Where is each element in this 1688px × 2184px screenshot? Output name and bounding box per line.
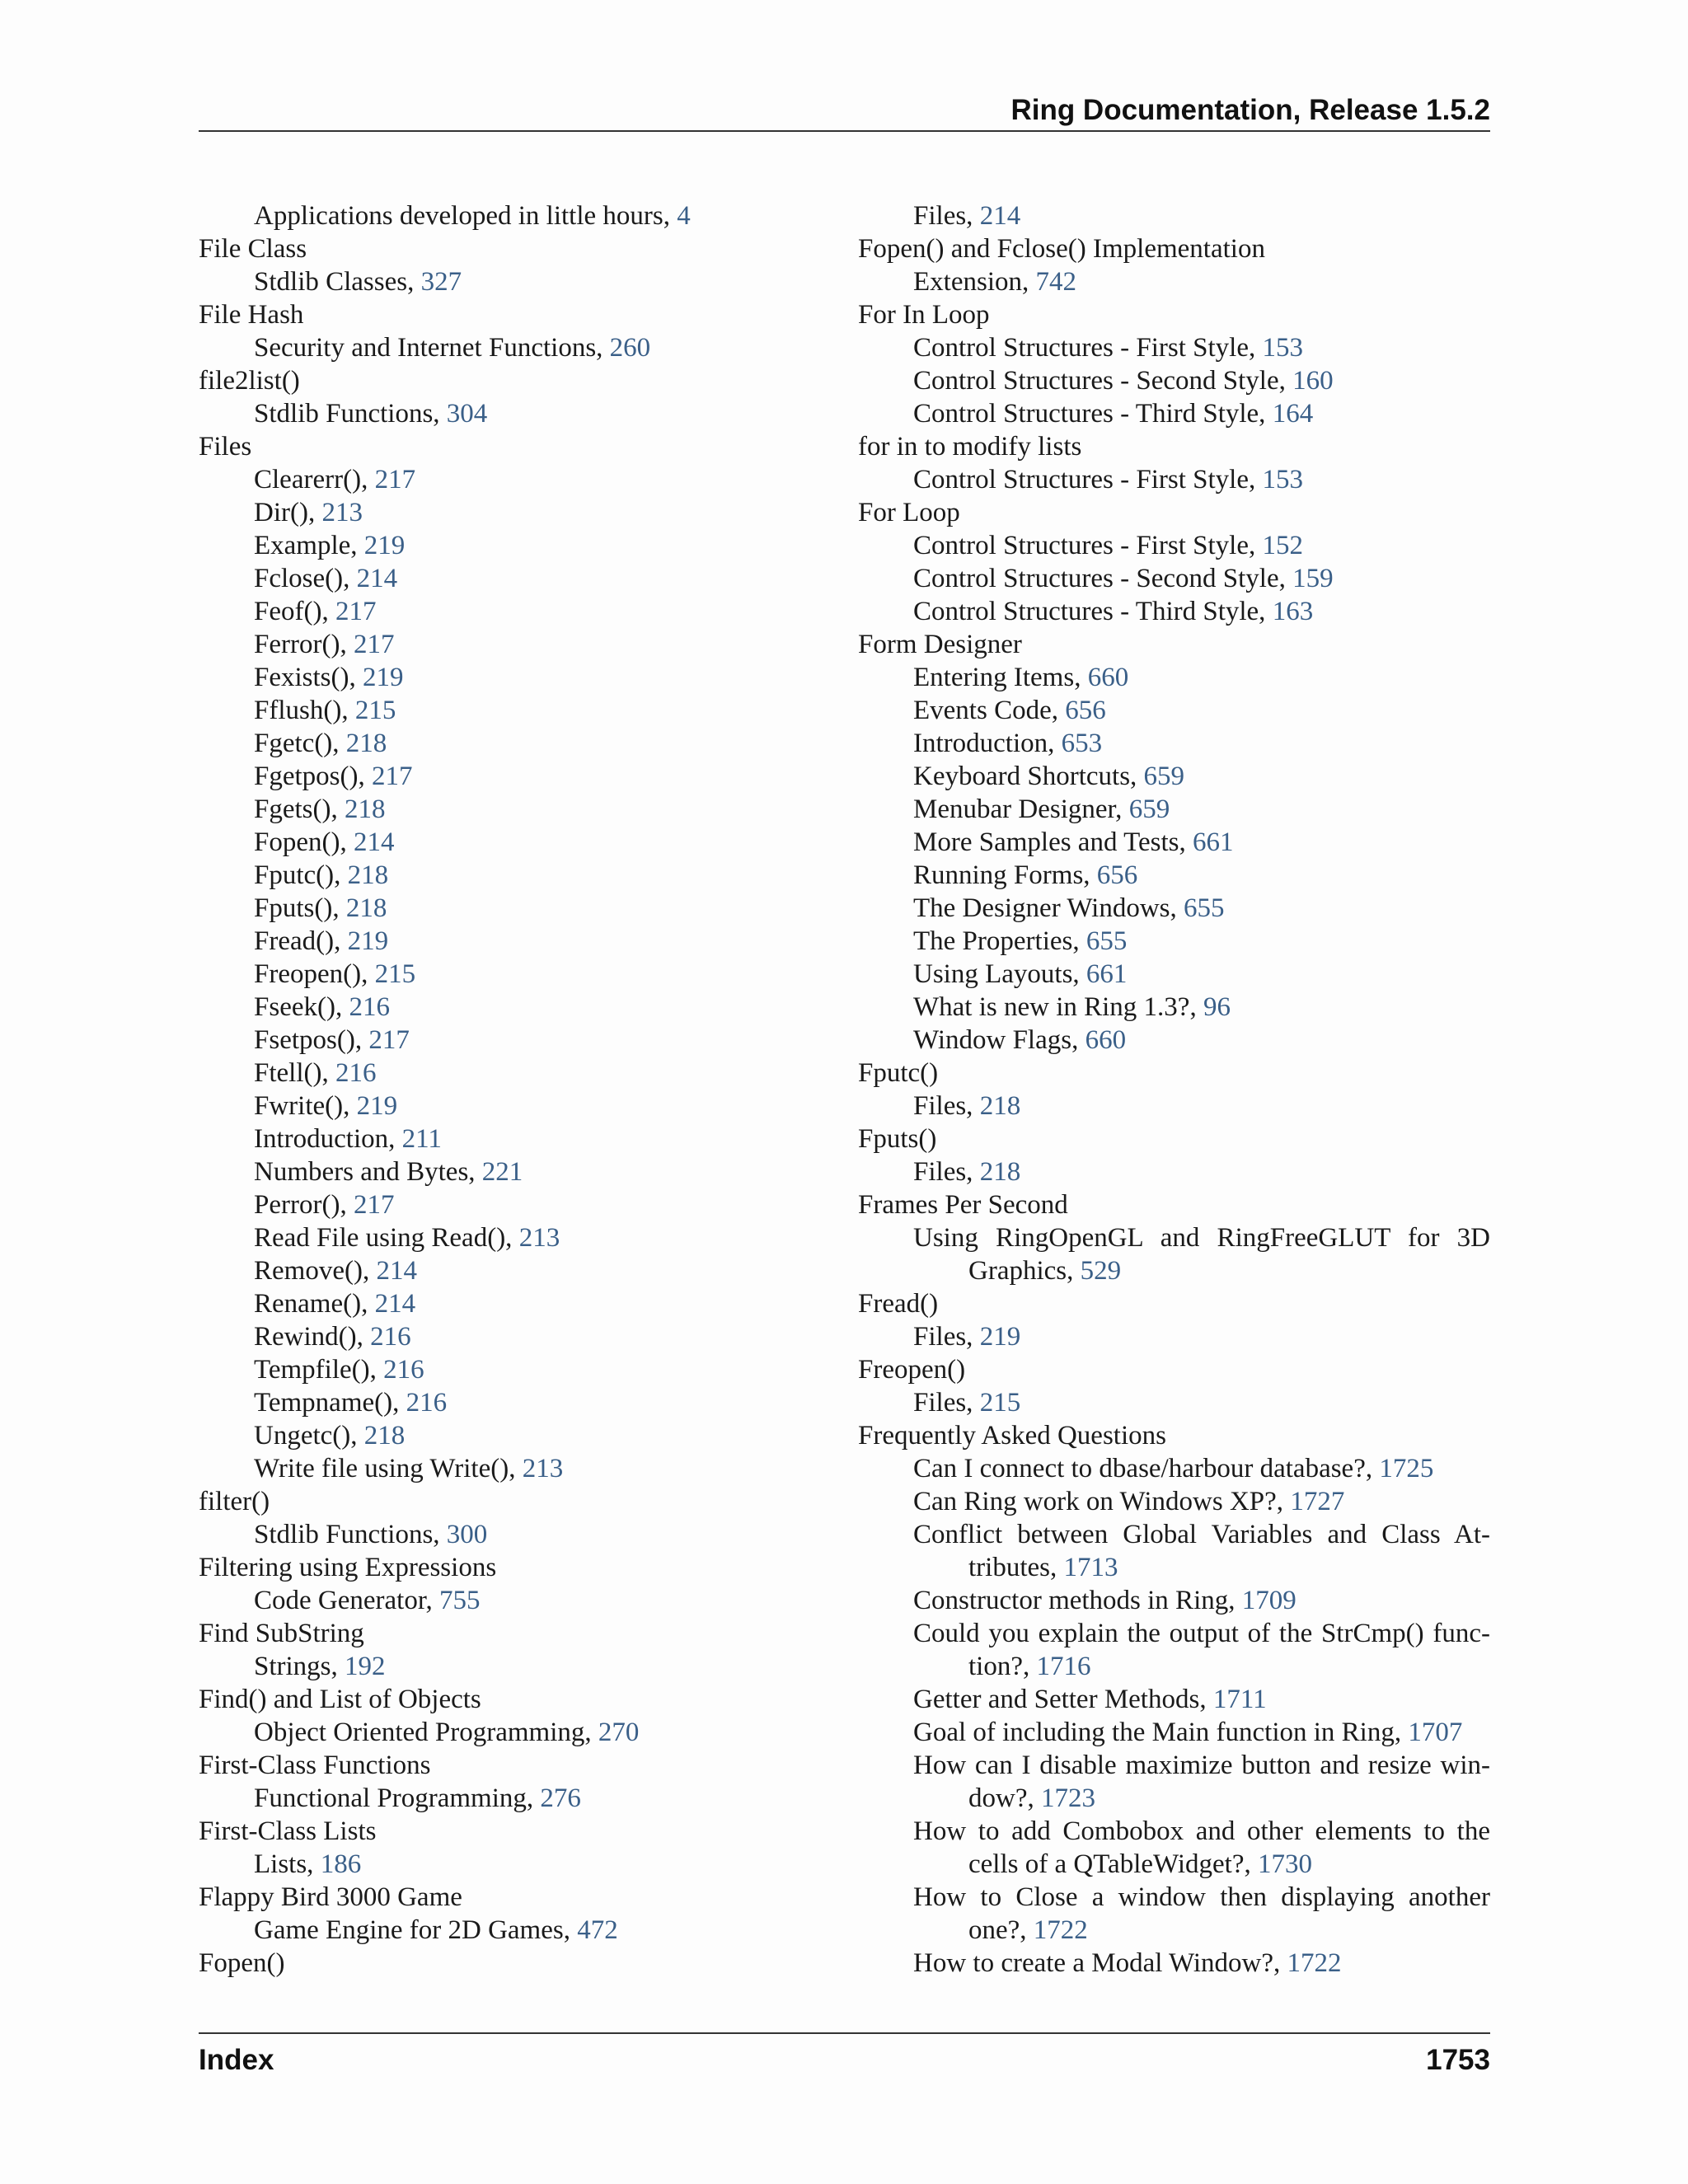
subentry-label-line2: tion?, [968, 1652, 1037, 1681]
index-term: Freopen() [858, 1355, 966, 1385]
index-term: File Class [199, 234, 307, 264]
subentry-label: Can Ring work on Windows XP?, [913, 1487, 1291, 1516]
subentry-label: Files, [913, 1322, 980, 1352]
page-link[interactable]: 219 [356, 1091, 398, 1121]
index-subentry [858, 826, 1490, 859]
page-link[interactable]: 755 [439, 1586, 481, 1615]
page-link[interactable]: 1713 [1063, 1553, 1118, 1582]
index-subentry [199, 859, 858, 892]
subentry-label: Read File using Read(), [254, 1223, 519, 1253]
page-link[interactable]: 218 [345, 794, 386, 824]
subentry-label: Fclose(), [254, 564, 357, 593]
index-subentry [199, 1024, 858, 1057]
index-subentry [858, 595, 1490, 628]
page-link[interactable]: 218 [345, 729, 387, 758]
page-link[interactable]: 164 [1272, 399, 1314, 429]
page-header [199, 89, 1490, 132]
index-term: Frequently Asked Questions [858, 1421, 1166, 1451]
page-link[interactable]: 218 [979, 1091, 1021, 1121]
index-subentry [858, 925, 1490, 958]
page-link[interactable]: 160 [1292, 366, 1334, 396]
page-link[interactable]: 1711 [1212, 1685, 1267, 1714]
subentry-label: Lists, [254, 1849, 321, 1879]
page-link[interactable]: 213 [522, 1454, 564, 1483]
page-link[interactable]: 300 [446, 1520, 488, 1549]
page-link[interactable]: 163 [1272, 597, 1314, 626]
subentry-label: Clearerr(), [254, 465, 375, 494]
index-subentry [858, 1090, 1490, 1122]
index-column-left [199, 199, 858, 1980]
index-subentry [199, 760, 858, 793]
subentry-label: Entering Items, [913, 663, 1088, 692]
page-link[interactable]: 304 [446, 399, 488, 429]
index-subentry [199, 199, 858, 232]
index-term: filter() [199, 1487, 270, 1516]
index-subentry [858, 1947, 1490, 1980]
subentry-label: Files, [913, 1091, 980, 1121]
page-link[interactable]: 214 [374, 1289, 416, 1319]
subentry-label: Functional Programming, [254, 1783, 541, 1813]
page-link[interactable]: 214 [356, 564, 398, 593]
page-link[interactable]: 216 [349, 992, 390, 1022]
index-subentry [199, 463, 858, 496]
page-link[interactable]: 217 [368, 1025, 410, 1055]
subentry-label-line1: Conflict between Global Variables and Class At- [913, 1520, 1490, 1549]
page-link[interactable]: 4 [677, 201, 691, 231]
subentry-label: How to create a Modal Window?, [913, 1948, 1287, 1978]
subentry-label: Game Engine for 2D Games, [254, 1915, 578, 1945]
page-link[interactable]: 221 [481, 1157, 523, 1187]
page-link[interactable]: 214 [979, 201, 1021, 231]
page-link[interactable]: 653 [1061, 729, 1103, 758]
subentry-label: Tempfile(), [254, 1355, 384, 1385]
page-link[interactable]: 186 [320, 1849, 362, 1879]
subentry-label: Extension, [913, 267, 1036, 297]
page-link[interactable]: 219 [363, 531, 406, 560]
subentry-label-line2: Graphics, [968, 1256, 1081, 1286]
page-link[interactable]: 216 [335, 1058, 377, 1088]
index-subentry [199, 892, 858, 925]
index-subentry [199, 1287, 858, 1320]
subentry-label: Fgetpos(), [254, 762, 372, 791]
subentry-label: Fread(), [254, 926, 348, 956]
page-link[interactable]: 214 [376, 1256, 417, 1286]
index-term: Fopen() and Fclose() Implementation [858, 234, 1265, 264]
page-link[interactable]: 1716 [1036, 1652, 1091, 1681]
index-subentry [858, 991, 1490, 1024]
index-subentry [858, 1155, 1490, 1188]
page-link[interactable]: 660 [1087, 663, 1129, 692]
index-term: Find SubString [199, 1619, 364, 1648]
subentry-label: Rename(), [254, 1289, 375, 1319]
subentry-label: Window Flags, [913, 1025, 1085, 1055]
index-term: Form Designer [858, 630, 1022, 659]
index-subentry [199, 529, 858, 562]
subentry-label-line1: Could you explain the output of the StrCmp() func- [913, 1619, 1490, 1648]
page-link[interactable]: 213 [518, 1223, 560, 1253]
index-term: Frames Per Second [858, 1190, 1068, 1220]
page-link[interactable]: 152 [1262, 531, 1303, 560]
index-subentry [199, 1419, 858, 1452]
page-link[interactable]: 661 [1192, 827, 1234, 857]
index-term: Fopen() [199, 1948, 285, 1978]
subentry-label: Strings, [254, 1652, 345, 1681]
subentry-label: Remove(), [254, 1256, 377, 1286]
index-subentry [858, 1716, 1490, 1749]
page-link[interactable]: 192 [345, 1652, 386, 1681]
page-link[interactable]: 218 [347, 860, 389, 890]
index-subentry [199, 628, 858, 661]
index-subentry [199, 562, 858, 595]
index-subentry [199, 1090, 858, 1122]
index-subentry [199, 793, 858, 826]
index-subentry [199, 1518, 858, 1551]
index-subentry [858, 1485, 1490, 1518]
subentry-label: Ferror(), [254, 630, 354, 659]
index-column-right [858, 199, 1490, 1980]
index-subentry [199, 595, 858, 628]
subentry-label: Dir(), [254, 498, 322, 527]
index-term: Files [199, 432, 252, 462]
index-subentry [858, 1221, 1490, 1287]
page-link[interactable]: 260 [609, 333, 651, 363]
page-link[interactable]: 655 [1184, 893, 1225, 923]
index-subentry [858, 1683, 1490, 1716]
subentry-label: Goal of including the Main function in Ring, [913, 1718, 1409, 1747]
page-link[interactable]: 219 [363, 663, 404, 692]
index-subentry [199, 1353, 858, 1386]
index-subentry [858, 1518, 1490, 1584]
subentry-label: Write file using Write(), [254, 1454, 523, 1483]
page-link[interactable]: 216 [370, 1322, 411, 1352]
index-subentry [199, 661, 858, 694]
page-link[interactable]: 270 [598, 1718, 640, 1747]
index-subentry [199, 925, 858, 958]
subentry-label: Fgets(), [254, 794, 345, 824]
page-link[interactable]: 656 [1096, 860, 1138, 890]
subentry-label: Control Structures - Second Style, [913, 366, 1293, 396]
page-link[interactable]: 218 [979, 1157, 1021, 1187]
index-subentry [199, 1782, 858, 1815]
page-link[interactable]: 217 [374, 465, 416, 494]
index-subentry [858, 661, 1490, 694]
index-subentry [858, 1617, 1490, 1683]
index-subentry [858, 463, 1490, 496]
index-term: First-Class Functions [199, 1750, 431, 1780]
subentry-label-line2: tributes, [968, 1553, 1064, 1582]
page-link[interactable]: 215 [374, 959, 416, 989]
index-subentry [199, 958, 858, 991]
index-subentry [199, 991, 858, 1024]
index-subentry [858, 694, 1490, 727]
index-subentry [858, 1386, 1490, 1419]
subentry-label-line2: cells of a QTableWidget?, [968, 1849, 1258, 1879]
index-term: Fputc() [858, 1058, 939, 1088]
index-subentry [858, 1024, 1490, 1057]
index-term: For In Loop [858, 300, 990, 330]
page-link[interactable]: 218 [345, 893, 387, 923]
subentry-label: Control Structures - Third Style, [913, 597, 1273, 626]
subentry-label: Code Generator, [254, 1586, 440, 1615]
index-term: Fputs() [858, 1124, 937, 1154]
page-link[interactable]: 217 [353, 630, 395, 659]
subentry-label: Stdlib Classes, [254, 267, 421, 297]
index-subentry [858, 1815, 1490, 1881]
subentry-label: Introduction, [254, 1124, 402, 1154]
subentry-label: Fsetpos(), [254, 1025, 369, 1055]
page-link[interactable]: 1730 [1257, 1849, 1312, 1879]
subentry-label: More Samples and Tests, [913, 827, 1193, 857]
index-subentry [858, 1584, 1490, 1617]
index-subentry [199, 397, 858, 430]
subentry-label-line1: How to add Combobox and other elements to the [913, 1816, 1490, 1846]
subentry-label: Example, [254, 531, 364, 560]
subentry-label-line2: one?, [968, 1915, 1034, 1945]
index-subentry [199, 1188, 858, 1221]
page-link[interactable]: 215 [979, 1388, 1021, 1418]
page-footer [199, 2032, 1490, 2083]
subentry-label: Fflush(), [254, 696, 355, 725]
page-link[interactable]: 327 [420, 267, 462, 297]
subentry-label: Fopen(), [254, 827, 354, 857]
subentry-label: Ungetc(), [254, 1421, 364, 1451]
index-subentry [199, 331, 858, 364]
subentry-label: Fseek(), [254, 992, 349, 1022]
index-subentry [858, 760, 1490, 793]
index-term: Flappy Bird 3000 Game [199, 1882, 462, 1912]
index-subentry [199, 1155, 858, 1188]
index-subentry [199, 1716, 858, 1749]
index-subentry [199, 1386, 858, 1419]
index-subentry [858, 364, 1490, 397]
page-link[interactable]: 1722 [1287, 1948, 1342, 1978]
subentry-label: Freopen(), [254, 959, 375, 989]
subentry-label: Events Code, [913, 696, 1066, 725]
subentry-label: Files, [913, 201, 980, 231]
page-link[interactable]: 217 [335, 597, 377, 626]
index-subentry [199, 1650, 858, 1683]
subentry-label: Files, [913, 1388, 980, 1418]
page-link[interactable]: 1725 [1379, 1454, 1434, 1483]
subentry-label: Fgetc(), [254, 729, 346, 758]
page-link[interactable]: 96 [1203, 992, 1231, 1022]
index-subentry [858, 199, 1490, 232]
page-link[interactable]: 1709 [1241, 1586, 1296, 1615]
subentry-label: Ftell(), [254, 1058, 335, 1088]
subentry-label: Constructor methods in Ring, [913, 1586, 1242, 1615]
page-link[interactable]: 276 [540, 1783, 581, 1813]
subentry-label: Applications developed in little hours, [254, 201, 678, 231]
subentry-label: Can I connect to dbase/harbour database?, [913, 1454, 1380, 1483]
index-subentry [858, 1452, 1490, 1485]
subentry-label: Numbers and Bytes, [254, 1157, 482, 1187]
page-link[interactable]: 153 [1262, 465, 1303, 494]
index-subentry [199, 727, 858, 760]
page-link[interactable]: 219 [347, 926, 389, 956]
subentry-label: Getter and Setter Methods, [913, 1685, 1213, 1714]
page-link[interactable]: 659 [1143, 762, 1185, 791]
index-subentry [858, 1320, 1490, 1353]
index-subentry [199, 826, 858, 859]
subentry-label: Tempname(), [254, 1388, 406, 1418]
document-title: Ring Documentation, Release 1.5.2 [1010, 94, 1490, 126]
subentry-label: Introduction, [913, 729, 1062, 758]
index-subentry [858, 331, 1490, 364]
section-name: Index [199, 2044, 274, 2076]
index-subentry [858, 958, 1490, 991]
subentry-label: Feof(), [254, 597, 335, 626]
subentry-label: Security and Internet Functions, [254, 333, 610, 363]
subentry-label: Rewind(), [254, 1322, 371, 1352]
index-subentry [199, 1848, 858, 1881]
page-link[interactable]: 529 [1080, 1256, 1122, 1286]
index-term: file2list() [199, 366, 300, 396]
index-term: Fread() [858, 1289, 939, 1319]
subentry-label: Fputs(), [254, 893, 346, 923]
subentry-label-line2: dow?, [968, 1783, 1041, 1813]
index-subentry [199, 1221, 858, 1254]
index-term: Filtering using Expressions [199, 1553, 497, 1582]
page-link[interactable]: 215 [354, 696, 396, 725]
index-subentry [858, 892, 1490, 925]
index-subentry [858, 529, 1490, 562]
subentry-label: Perror(), [254, 1190, 354, 1220]
subentry-label: Object Oriented Programming, [254, 1718, 598, 1747]
page-link[interactable]: 159 [1292, 564, 1334, 593]
index-subentry [199, 1057, 858, 1090]
index-subentry [199, 1914, 858, 1947]
subentry-label: The Designer Windows, [913, 893, 1184, 923]
index-term: for in to modify lists [858, 432, 1082, 462]
subentry-label-line1: Using RingOpenGL and RingFreeGLUT for 3D [913, 1223, 1490, 1253]
subentry-label: Fwrite(), [254, 1091, 357, 1121]
subentry-label: Fputc(), [254, 860, 348, 890]
index-subentry [858, 1749, 1490, 1815]
subentry-label: Stdlib Functions, [254, 1520, 447, 1549]
page-link[interactable]: 216 [383, 1355, 424, 1385]
page-link[interactable]: 213 [321, 498, 363, 527]
index-subentry [858, 265, 1490, 298]
subentry-label: Control Structures - First Style, [913, 333, 1263, 363]
index-subentry [858, 859, 1490, 892]
page-link[interactable]: 211 [401, 1124, 442, 1154]
page-link[interactable]: 472 [577, 1915, 618, 1945]
page-link[interactable]: 217 [353, 1190, 395, 1220]
page-link[interactable]: 660 [1085, 1025, 1127, 1055]
page-link[interactable]: 742 [1035, 267, 1076, 297]
subentry-label-line1: How to Close a window then displaying another [913, 1882, 1490, 1912]
page-link[interactable]: 656 [1065, 696, 1106, 725]
page-link[interactable]: 214 [353, 827, 395, 857]
index-subentry [199, 694, 858, 727]
index-term: First-Class Lists [199, 1816, 377, 1846]
page-link[interactable]: 659 [1128, 794, 1170, 824]
subentry-label: Stdlib Functions, [254, 399, 447, 429]
page-link[interactable]: 1707 [1408, 1718, 1463, 1747]
index-term: File Hash [199, 300, 304, 330]
subentry-label: Keyboard Shortcuts, [913, 762, 1144, 791]
page-link[interactable]: 217 [372, 762, 413, 791]
index-subentry [858, 793, 1490, 826]
page-link[interactable]: 1722 [1033, 1915, 1088, 1945]
index-subentry [199, 1584, 858, 1617]
subentry-label: What is new in Ring 1.3?, [913, 992, 1203, 1022]
page-number: 1753 [1426, 2044, 1490, 2076]
index-subentry [199, 265, 858, 298]
subentry-label: Control Structures - First Style, [913, 465, 1263, 494]
subentry-label: Menubar Designer, [913, 794, 1129, 824]
page-link[interactable]: 661 [1085, 959, 1128, 989]
index-subentry [858, 727, 1490, 760]
index-subentry [199, 1320, 858, 1353]
subentry-label: The Properties, [913, 926, 1086, 956]
page-link[interactable]: 153 [1262, 333, 1303, 363]
index-subentry [858, 397, 1490, 430]
subentry-label: Control Structures - Third Style, [913, 399, 1273, 429]
index-subentry [858, 562, 1490, 595]
index-term: For Loop [858, 498, 960, 527]
subentry-label: Using Layouts, [913, 959, 1086, 989]
index-subentry [199, 1452, 858, 1485]
index-subentry [199, 1122, 858, 1155]
page-link[interactable]: 655 [1085, 926, 1128, 956]
subentry-label: Control Structures - Second Style, [913, 564, 1293, 593]
page-link[interactable]: 218 [363, 1421, 406, 1451]
index-term: Find() and List of Objects [199, 1685, 481, 1714]
page-link[interactable]: 216 [406, 1388, 448, 1418]
index-subentry [199, 496, 858, 529]
page-link[interactable]: 1727 [1290, 1487, 1345, 1516]
index-subentry [858, 1881, 1490, 1947]
subentry-label: Control Structures - First Style, [913, 531, 1263, 560]
subentry-label: Fexists(), [254, 663, 363, 692]
index-subentry [199, 1254, 858, 1287]
page-link[interactable]: 219 [979, 1322, 1021, 1352]
page-link[interactable]: 1723 [1040, 1783, 1095, 1813]
subentry-label: Files, [913, 1157, 980, 1187]
subentry-label: Running Forms, [913, 860, 1097, 890]
subentry-label-line1: How can I disable maximize button and resize win- [913, 1750, 1490, 1780]
